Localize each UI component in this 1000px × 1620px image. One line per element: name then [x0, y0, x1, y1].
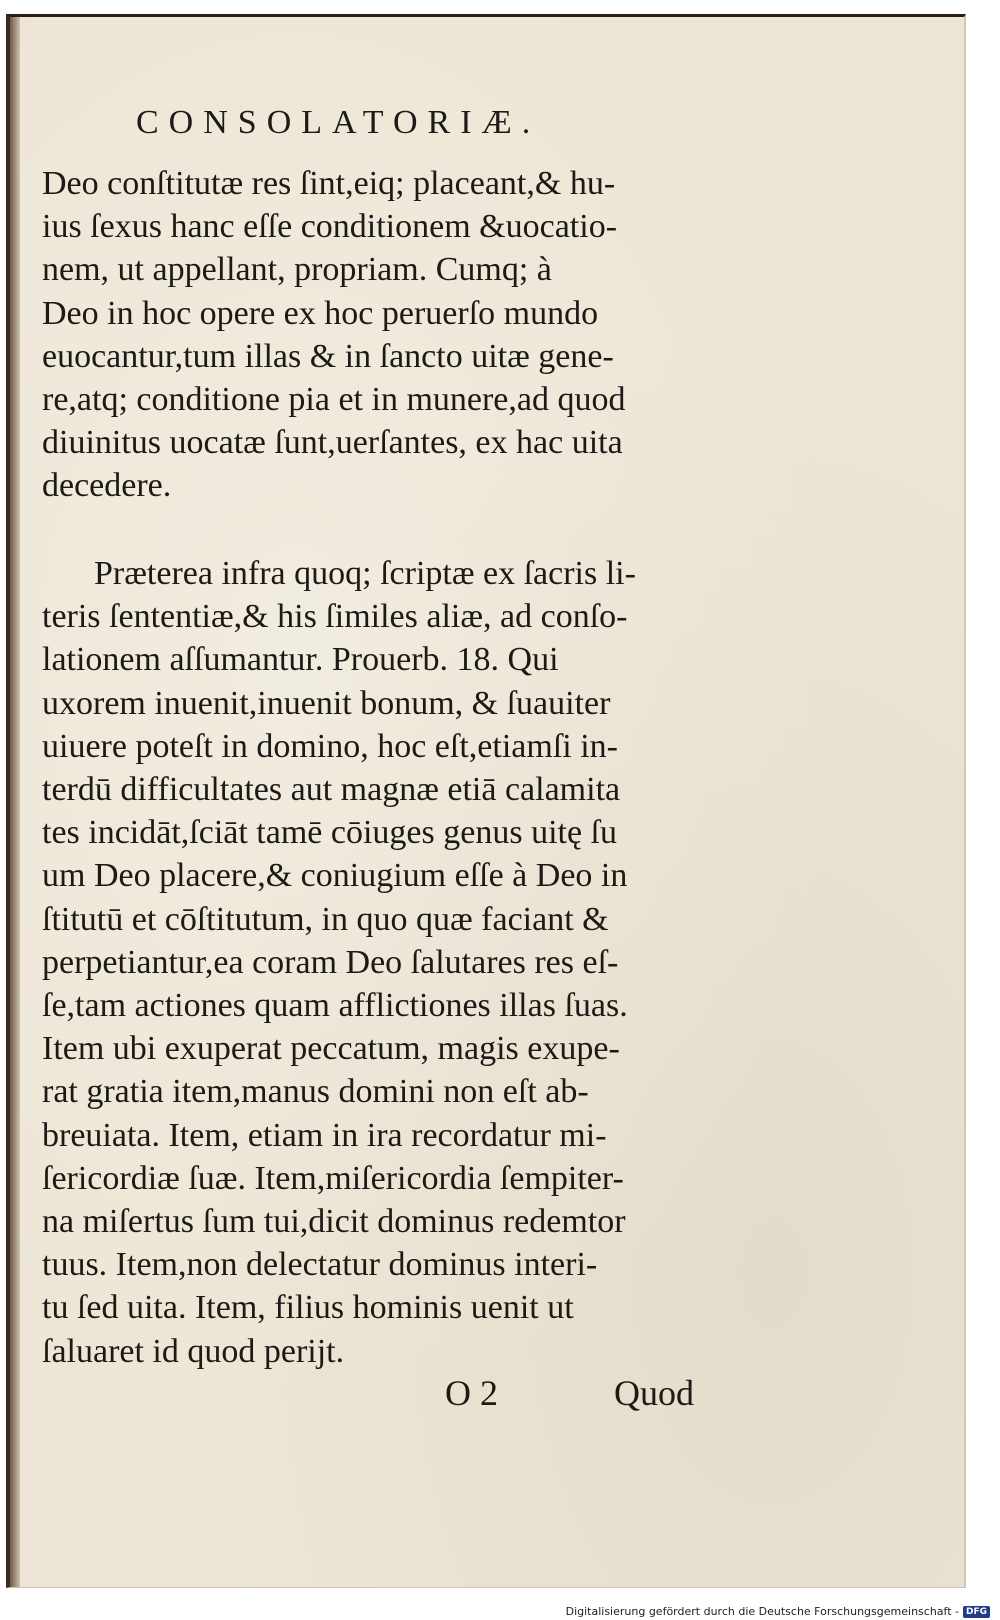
text-line: lationem aſſumantur. Prouerb. 18. Qui [42, 641, 559, 679]
text-line: na miſertus ſum tui,dicit dominus redemtor [42, 1203, 626, 1241]
text-line: decedere. [42, 467, 172, 505]
catchword: Quod [614, 1373, 694, 1413]
page-spine-shadow [10, 17, 20, 1587]
signature-mark: O 2 [445, 1373, 498, 1413]
text-line: tes incidāt,ſciāt tamē cōiuges genus uitę ſu [42, 814, 617, 852]
text-line: Deo conſtitutæ res ſint,eiq; placeant,& hu- [42, 165, 616, 202]
digitization-footer [566, 1605, 990, 1618]
text-line: nem, ut appellant, propriam. Cumq; à [42, 251, 552, 289]
dfg-logo-icon: DFG [963, 1606, 990, 1618]
paragraph-1 [42, 162, 722, 508]
text-line: ſericordiæ ſuæ. Item,miſericordia ſempiter- [42, 1159, 624, 1197]
text-line: uiuere poteſt in domino, hoc eſt,etiamſi in- [42, 727, 618, 765]
text-line: terdū difficultates aut magnæ etiā calamita [42, 771, 621, 809]
text-line: Item ubi exuperat peccatum, magis exupe- [42, 1030, 620, 1068]
text-line: breuiata. Item, etiam in ira recordatur mi- [42, 1116, 607, 1154]
footer-text: Digitalisierung gefördert durch die Deutsche Forschungsgemeinschaft - [565, 1605, 959, 1618]
text-line: ſaluaret id quod perijt. [42, 1332, 345, 1370]
text-line: tu ſed uita. Item, filius hominis uenit ut [42, 1289, 574, 1327]
text-line: um Deo placere,& coniugium eſſe à Deo in [42, 857, 628, 895]
text-line: tuus. Item,non delectatur dominus interi- [42, 1246, 598, 1284]
text-line: diuinitus uocatæ ſunt,uerſantes, ex hac uita [42, 424, 623, 462]
text-line: ſe,tam actiones quam afflictiones illas ſuas. [42, 987, 628, 1025]
text-line: re,atq; conditione pia et in munere,ad quod [42, 381, 626, 419]
text-line: perpetiantur,ea coram Deo ſalutares res eſ- [42, 943, 619, 981]
running-head: CONSOLATORIÆ. [136, 104, 541, 141]
text-line: rat gratia item,manus domini non eſt ab- [42, 1073, 589, 1111]
text-line: ius ſexus hanc eſſe conditionem &uocatio- [42, 208, 618, 246]
paragraph-2 [42, 552, 722, 1373]
text-line: ſtitutū et cōſtitutum, in quo quæ faciant & [42, 900, 609, 938]
text-line: Præterea infra quoq; ſcriptæ ex ſacris li- [94, 555, 636, 592]
text-line: Deo in hoc opere ex hoc peruerſo mundo [42, 294, 599, 332]
text-line: uxorem inuenit,inuenit bonum, & ſuauiter [42, 684, 611, 722]
text-line: teris ſententiæ,& his ſimiles aliæ, ad conſo- [42, 598, 628, 636]
text-line: euocantur,tum illas & in ſancto uitæ gene- [42, 337, 614, 375]
